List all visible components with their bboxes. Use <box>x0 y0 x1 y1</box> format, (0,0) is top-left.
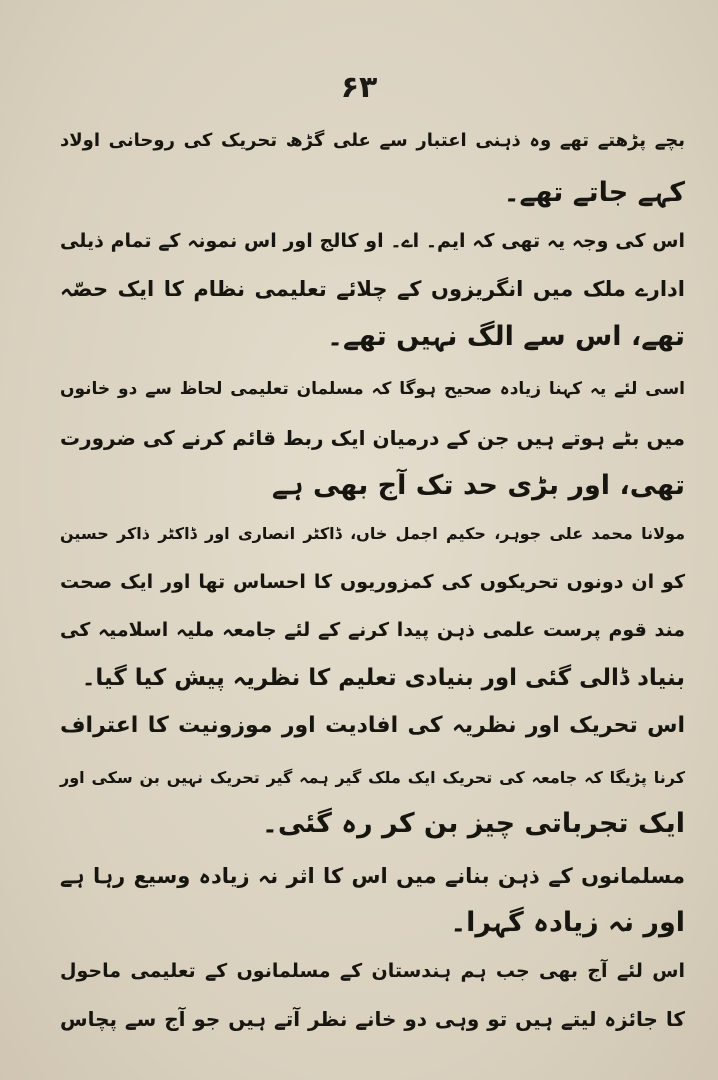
text-line: اس تحریک اور نظریہ کی افادیت اور موزونیت کا اعتراف <box>60 713 685 738</box>
text-line: میں بٹے ہوتے ہیں جن کے درمیان ایک ربط قائم کرنے کی ضرورت <box>60 426 685 450</box>
text-line: بنیاد ڈالی گئی اور بنیادی تعلیم کا نظریہ پیش کیا گیا۔ <box>81 665 685 691</box>
page-number: ۶۳ <box>340 70 378 105</box>
text-line: کا جائزہ لیتے ہیں تو وہی دو خانے نظر آتے ہیں جو آج سے پچاس <box>60 1007 685 1031</box>
text-line: ایک تجرباتی چیز بن کر رہ گئی۔ <box>262 808 685 839</box>
text-line: اس کی وجہ یہ تھی کہ ایم۔ اے۔ او کالج اور اس نمونہ کے تمام ذیلی <box>60 230 685 252</box>
text-line: مسلمانوں کے ذہن بنانے میں اس کا اثر نہ زیادہ وسیع رہا ہے <box>60 864 685 888</box>
text-line: کہے جاتے تھے۔ <box>503 177 685 208</box>
text-line: مند قوم پرست علمی ذہن پیدا کرنے کے لئے جامعہ ملیہ اسلامیہ کی <box>60 619 685 641</box>
text-line: مولانا محمد علی جوہر، حکیم اجمل خاں، ڈاکٹر انصاری اور ڈاکٹر ذاکر حسین <box>60 524 685 543</box>
text-line: تھی، اور بڑی حد تک آج بھی ہے <box>271 470 685 501</box>
text-line: تھے، اس سے الگ نہیں تھے۔ <box>327 321 685 352</box>
text-line: ادارے ملک میں انگریزوں کے چلائے تعلیمی نظام کا ایک حصّہ <box>60 277 685 301</box>
text-line: کو ان دونوں تحریکوں کی کمزوریوں کا احساس تھا اور ایک صحت <box>60 571 685 593</box>
text-line: اور نہ زیادہ گہرا۔ <box>450 907 685 938</box>
text-line: اس لئے آج بھی جب ہم ہندستان کے مسلمانوں کے تعلیمی ماحول <box>60 960 685 982</box>
text-line: بچے پڑھتے تھے وہ ذہنی اعتبار سے علی گڑھ تحریک کی روحانی اولاد <box>60 130 685 151</box>
text-line: اسی لئے یہ کہنا زیادہ صحیح ہوگا کہ مسلمان تعلیمی لحاظ سے دو خانوں <box>60 379 685 399</box>
text-line: کرنا پڑیگا کہ جامعہ کی تحریک ایک ملک گیر ہمہ گیر تحریک نہیں بن سکی اور <box>60 768 685 787</box>
